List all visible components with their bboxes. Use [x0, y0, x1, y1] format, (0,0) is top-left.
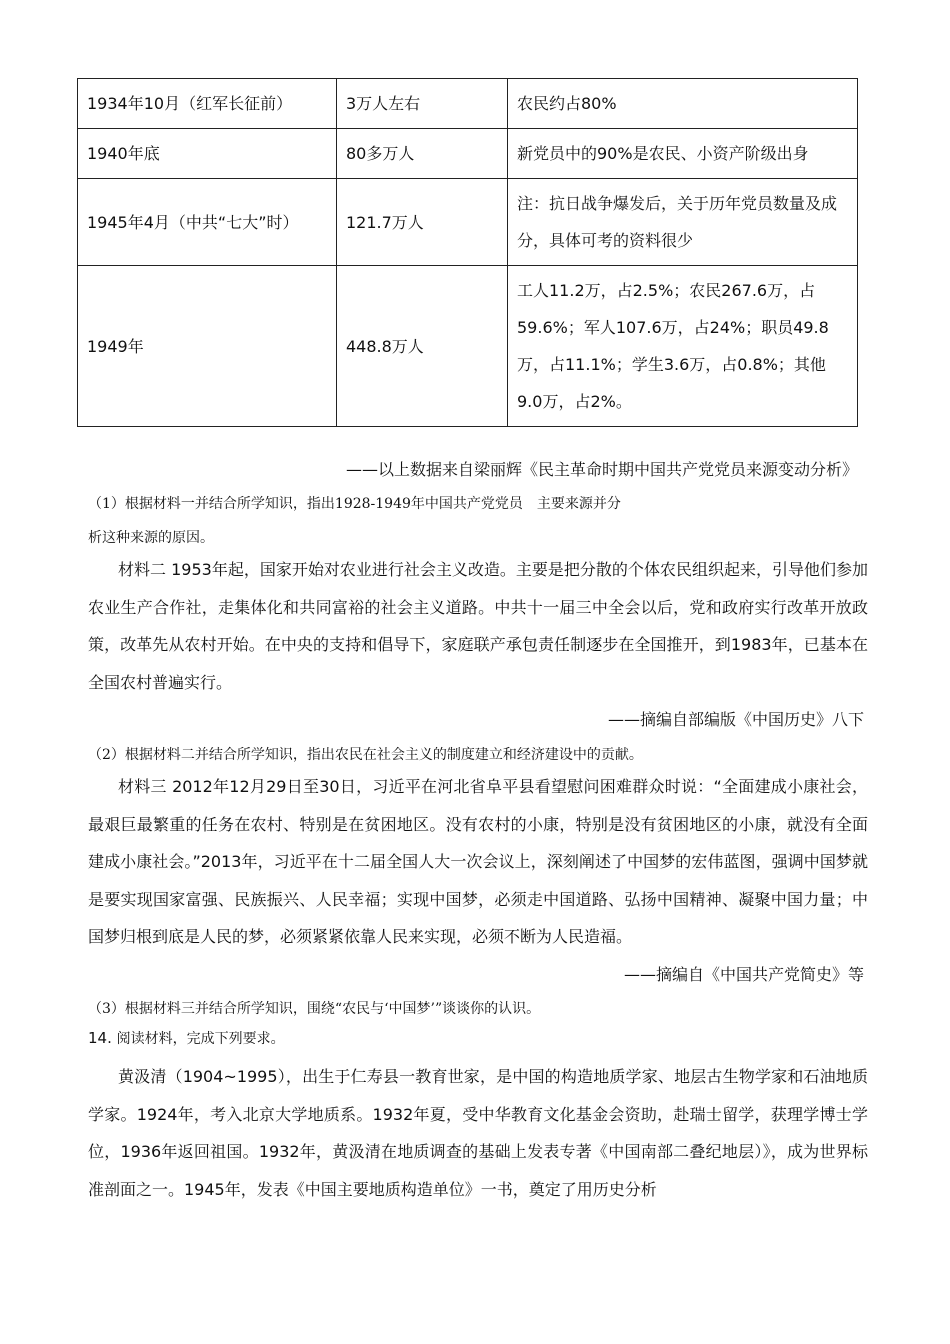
question-3: （3）根据材料三并结合所学知识，围绕“农民与‘中国梦’”谈谈你的认识。 [88, 1001, 541, 1017]
question-number: 14. [88, 1029, 112, 1047]
table-cell-year: 1940年底 [78, 129, 337, 179]
table-source-citation: ——以上数据来自梁丽辉《民主革命时期中国共产党党员来源变动分析》 [345, 460, 858, 479]
material-3-paragraph: 材料三 2012年12月29日至30日，习近平在河北省阜平县看望慰问困难群众时说：“全面建成小康社会，最艰巨最繁重的任务在农村、特别是在贫困地区。没有农村的小康，特别是没有贫困地区的小康，就没有全面建成小康社会。”2013年，习近平在十二届全国人大一次会议上，深刻阐述了中国梦的宏伟蓝图，强调中国梦就是要实现国家富强、民族振兴、人民幸福；实现中国梦，必须走中国道路、弘扬中国精神、凝聚中国力量；中国梦归根到底是人民的梦，必须紧紧依靠人民来实现，必须不断为人民造福。 [88, 777, 868, 946]
party-member-table [77, 78, 858, 427]
table-row [78, 266, 858, 427]
table-cell-note: 新党员中的90%是农民、小资产阶级出身 [508, 129, 858, 179]
question-1-line-2: 析这种来源的原因。 [88, 530, 214, 546]
material-2-paragraph: 材料二 1953年起，国家开始对农业进行社会主义改造。主要是把分散的个体农民组织起来，引导他们参加农业生产合作社，走集体化和共同富裕的社会主义道路。中共十一届三中全会以后，党和政府实行改革开放政策，改革先从农村开始。在中央的支持和倡导下，家庭联产承包责任制逐步在全国推开，到1983年，已基本在全国农村普遍实行。 [88, 560, 868, 692]
question-14-heading [88, 1028, 285, 1048]
table-cell-count: 3万人左右 [337, 79, 508, 129]
table-cell-count: 448.8万人 [337, 266, 508, 427]
table-cell-count: 121.7万人 [337, 179, 508, 266]
table-cell-note: 工人11.2万，占2.5%；农民267.6万，占59.6%；军人107.6万，占24%；职员49.8万，占11.1%；学生3.6万，占0.8%；其他9.0万，占2%。 [508, 266, 858, 427]
table-cell-note: 农民约占80% [508, 79, 858, 129]
table-cell-year: 1945年4月（中共“七大”时） [78, 179, 337, 266]
material-2-source: ——摘编自部编版《中国历史》八下 [607, 710, 864, 729]
table-cell-year: 1934年10月（红军长征前） [78, 79, 337, 129]
table-row [78, 79, 858, 129]
table-cell-note: 注：抗日战争爆发后，关于历年党员数量及成分，具体可考的资料很少 [508, 179, 858, 266]
table-cell-year: 1949年 [78, 266, 337, 427]
table-cell-count: 80多万人 [337, 129, 508, 179]
material-3-source: ——摘编自《中国共产党简史》等 [623, 965, 864, 984]
table-row [78, 179, 858, 266]
question-14-instruction: 阅读材料，完成下列要求。 [116, 1031, 285, 1047]
question-1-line-1: （1）根据材料一并结合所学知识，指出1928-1949年中国共产党党员 主要来源并分 [88, 496, 621, 512]
question-2: （2）根据材料二并结合所学知识，指出农民在社会主义的制度建立和经济建设中的贡献。 [88, 747, 643, 763]
material-4-paragraph: 黄汲清（1904~1995），出生于仁寿县一教育世家，是中国的构造地质学家、地层古生物学家和石油地质学家。1924年，考入北京大学地质系。1932年夏，受中华教育文化基金会资助，赴瑞士留学，获理学博士学位，1936年返回祖国。1932年，黄汲清在地质调查的基础上发表专著《中国南部二叠纪地层）》，成为世界标准剖面之一。1945年，发表《中国主要地质构造单位》一书，奠定了用历史分析 [88, 1067, 868, 1199]
table-row [78, 129, 858, 179]
